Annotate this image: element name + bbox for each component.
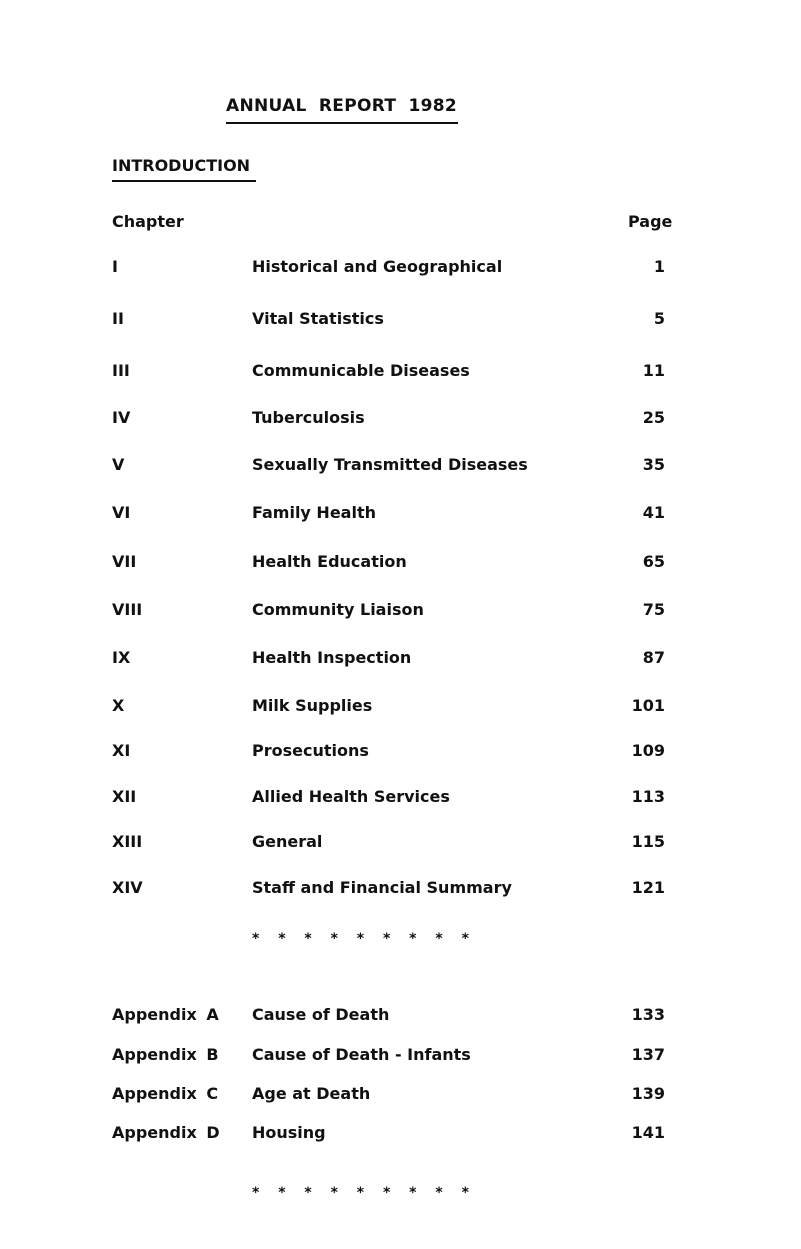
- chapter-column-header: Chapter: [112, 212, 184, 231]
- appendix-title: Housing: [252, 1123, 326, 1142]
- toc-row: [0, 455, 801, 483]
- chapter-page: 1: [653, 257, 665, 276]
- appendix-page: 137: [631, 1045, 665, 1064]
- appendix-title: Cause of Death: [252, 1005, 390, 1024]
- appendix-page: 133: [631, 1005, 665, 1024]
- chapter-title: Vital Statistics: [252, 309, 384, 328]
- toc-row: [0, 361, 801, 389]
- appendix-title: Age at Death: [252, 1084, 371, 1103]
- chapter-title: Health Education: [252, 552, 407, 571]
- appendix-title: Cause of Death - Infants: [252, 1045, 471, 1064]
- chapter-number: V: [112, 455, 125, 474]
- section-title: INTRODUCTION: [112, 156, 251, 175]
- chapter-title: Allied Health Services: [252, 787, 450, 806]
- appendix-page: 141: [631, 1123, 665, 1142]
- chapter-page: 41: [642, 503, 665, 522]
- toc-row: [0, 648, 801, 676]
- chapter-page: 25: [642, 408, 665, 427]
- page-column-header: Page: [628, 212, 673, 231]
- chapter-number: III: [112, 361, 130, 380]
- chapter-page: 109: [631, 741, 665, 760]
- chapter-number: I: [112, 257, 118, 276]
- chapter-page: 35: [642, 455, 665, 474]
- chapter-page: 101: [631, 696, 665, 715]
- footer-asterisk-separator: * * * * * * * * *: [252, 1185, 469, 1201]
- chapter-page: 75: [642, 600, 665, 619]
- chapter-title: Prosecutions: [252, 741, 369, 760]
- section-title-underline: [112, 180, 256, 182]
- chapter-number: VI: [112, 503, 131, 522]
- chapter-title: Sexually Transmitted Diseases: [252, 455, 528, 474]
- toc-row: [0, 309, 801, 337]
- chapter-title: Tuberculosis: [252, 408, 365, 427]
- chapter-page: 121: [631, 878, 665, 897]
- chapter-number: XIV: [112, 878, 143, 897]
- chapter-title: Communicable Diseases: [252, 361, 470, 380]
- toc-row: [0, 552, 801, 580]
- asterisk-separator: * * * * * * * * *: [252, 931, 469, 947]
- appendix-label: Appendix D: [112, 1123, 220, 1142]
- toc-row: [0, 696, 801, 724]
- chapter-page: 87: [642, 648, 665, 667]
- report-title-underline: [226, 122, 458, 124]
- chapter-title: General: [252, 832, 323, 851]
- chapter-number: VII: [112, 552, 137, 571]
- chapter-number: IV: [112, 408, 131, 427]
- toc-row: [0, 257, 801, 285]
- chapter-number: X: [112, 696, 125, 715]
- chapter-page: 11: [642, 361, 665, 380]
- chapter-title: Health Inspection: [252, 648, 412, 667]
- chapter-number: XI: [112, 741, 131, 760]
- chapter-number: II: [112, 309, 124, 328]
- chapter-title: Community Liaison: [252, 600, 424, 619]
- chapter-page: 115: [631, 832, 665, 851]
- chapter-number: XII: [112, 787, 137, 806]
- appendix-label: Appendix A: [112, 1005, 219, 1024]
- appendix-row: [0, 1045, 801, 1073]
- chapter-number: IX: [112, 648, 131, 667]
- toc-row: [0, 600, 801, 628]
- chapter-number: XIII: [112, 832, 143, 851]
- appendix-row: [0, 1005, 801, 1033]
- chapter-page: 65: [642, 552, 665, 571]
- chapter-number: VIII: [112, 600, 143, 619]
- chapter-page: 113: [631, 787, 665, 806]
- toc-row: [0, 878, 801, 906]
- chapter-title: Family Health: [252, 503, 376, 522]
- appendix-row: [0, 1123, 801, 1151]
- chapter-title: Historical and Geographical: [252, 257, 503, 276]
- appendix-label: Appendix C: [112, 1084, 219, 1103]
- toc-row: [0, 408, 801, 436]
- appendix-label: Appendix B: [112, 1045, 219, 1064]
- report-title: ANNUAL REPORT 1982: [226, 96, 457, 116]
- chapter-title: Milk Supplies: [252, 696, 373, 715]
- toc-row: [0, 832, 801, 860]
- toc-row: [0, 503, 801, 531]
- appendix-page: 139: [631, 1084, 665, 1103]
- appendix-row: [0, 1084, 801, 1112]
- chapter-title: Staff and Financial Summary: [252, 878, 512, 897]
- toc-row: [0, 787, 801, 815]
- toc-row: [0, 741, 801, 769]
- chapter-page: 5: [653, 309, 665, 328]
